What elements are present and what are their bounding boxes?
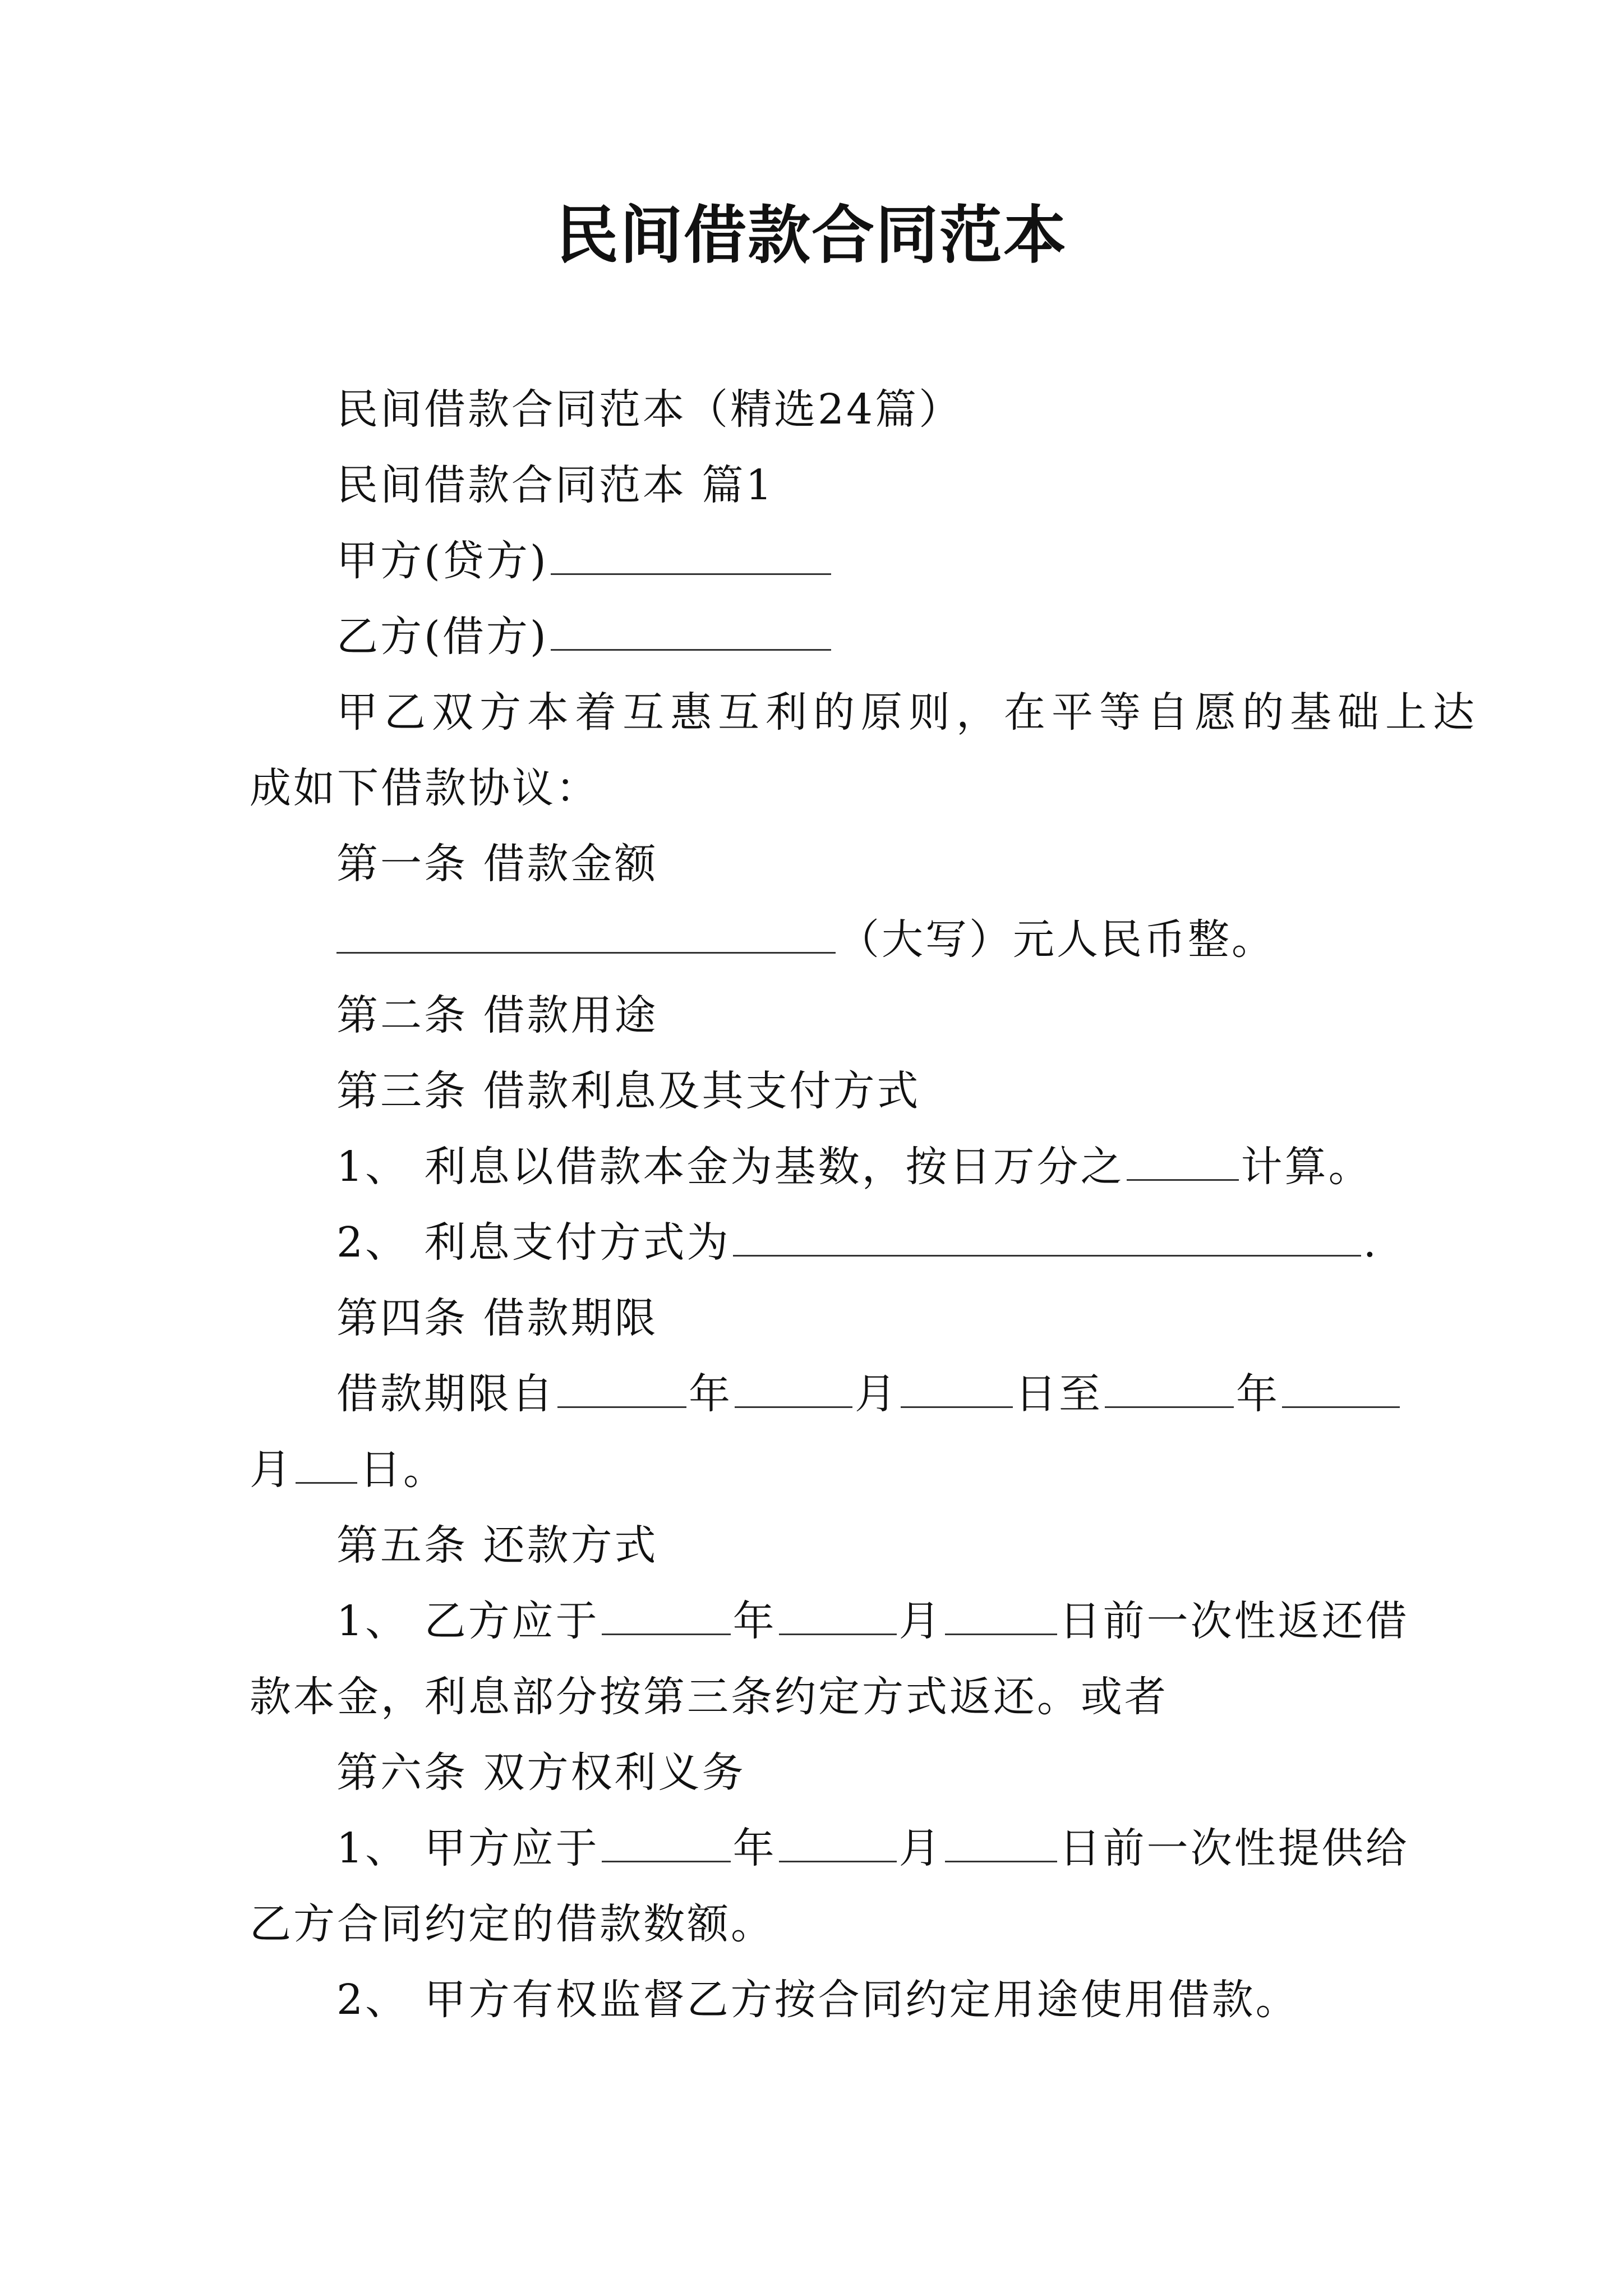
clause-text: 年 (689, 1370, 732, 1418)
clause-text: 年 (732, 1824, 777, 1872)
paragraph-line (250, 1896, 774, 1952)
date-blank (779, 1594, 897, 1635)
clause-text: 年 (732, 1597, 777, 1645)
party-a-line (336, 533, 833, 589)
article-heading (336, 1517, 658, 1573)
date-blank (735, 1367, 852, 1408)
section-heading (336, 457, 774, 513)
clause-text: 年 (1236, 1370, 1280, 1418)
party-a-label: 甲方(贷方) (336, 537, 548, 585)
payment-method-blank (733, 1216, 1361, 1257)
article-heading-text: 第四条 借款期限 (336, 1294, 658, 1342)
date-blank (779, 1821, 897, 1862)
paragraph-line (336, 684, 1481, 740)
paragraph-text: 甲乙双方本着互惠互利的原则，在平等自愿的基础上达 (336, 688, 1481, 737)
party-b-blank (551, 610, 831, 651)
clause-text: 月 (898, 1824, 943, 1872)
clause-text: 借款期限自 (336, 1370, 555, 1418)
date-blank (1282, 1367, 1400, 1408)
page-title: 民间借款合同范本 (556, 199, 1067, 272)
interest-payment-line (336, 1214, 1378, 1271)
paragraph-text: 款本金，利息部分按第三条约定方式返还。或者 (250, 1673, 1168, 1721)
article-heading (336, 1290, 658, 1346)
date-blank (602, 1594, 731, 1635)
date-blank (945, 1821, 1057, 1862)
date-blank (557, 1367, 686, 1408)
paragraph-text: 乙方合同约定的借款数额。 (250, 1900, 774, 1948)
party-a-blank (551, 534, 831, 575)
paragraph-line (250, 760, 600, 816)
date-blank (901, 1367, 1013, 1408)
clause-text: . (1363, 1218, 1379, 1267)
section-heading-text: 民间借款合同范本 篇1 (336, 461, 774, 509)
article-heading (336, 1063, 921, 1119)
clause-text: 2、 利息支付方式为 (336, 1218, 731, 1267)
interest-rate-blank (1127, 1140, 1239, 1181)
article-heading (336, 987, 658, 1043)
article-heading (336, 1745, 746, 1801)
party-b-line (336, 609, 833, 665)
loan-term-line (336, 1366, 1402, 1422)
paragraph-text: 2、 甲方有权监督乙方按合同约定用途使用借款。 (336, 1976, 1299, 2024)
party-b-label: 乙方(借方) (336, 613, 548, 661)
article-heading-text: 第五条 还款方式 (336, 1521, 658, 1570)
clause-text: 月 (250, 1446, 293, 1494)
loan-amount-text: （大写）元人民币整。 (838, 915, 1275, 964)
clause-text: 日前一次性提供给 (1059, 1824, 1409, 1872)
date-blank (1105, 1367, 1234, 1408)
loan-term-line-cont (250, 1442, 447, 1498)
interest-rate-line (336, 1139, 1372, 1195)
article-heading-text: 第三条 借款利息及其支付方式 (336, 1067, 921, 1115)
article-heading-text: 第六条 双方权利义务 (336, 1749, 746, 1797)
clause-text: 日。 (359, 1446, 447, 1494)
loan-amount-line (336, 912, 1275, 968)
date-blank (296, 1443, 357, 1484)
article-heading (336, 836, 658, 892)
clause-text: 1、 乙方应于 (336, 1597, 600, 1645)
provision-line (336, 1820, 1409, 1876)
article-heading-text: 第二条 借款用途 (336, 991, 658, 1039)
clause-text: 月 (898, 1597, 943, 1645)
repayment-line (336, 1593, 1409, 1649)
document-subtitle (336, 381, 962, 438)
clause-text: 1、 利息以借款本金为基数，按日万分之 (336, 1143, 1124, 1191)
clause-text: 日至 (1015, 1370, 1103, 1418)
paragraph-text: 成如下借款协议： (250, 764, 600, 812)
clause-text: 1、 甲方应于 (336, 1824, 600, 1872)
subtitle-text: 民间借款合同范本（精选24篇） (336, 385, 963, 434)
date-blank (602, 1821, 731, 1862)
clause-text: 月 (855, 1370, 898, 1418)
paragraph-line (250, 1669, 1168, 1725)
loan-amount-blank (336, 913, 836, 954)
clause-text: 计算。 (1241, 1143, 1372, 1191)
date-blank (945, 1594, 1057, 1635)
paragraph-line (336, 1972, 1299, 2028)
article-heading-text: 第一条 借款金额 (336, 840, 658, 888)
clause-text: 日前一次性返还借 (1059, 1597, 1409, 1645)
